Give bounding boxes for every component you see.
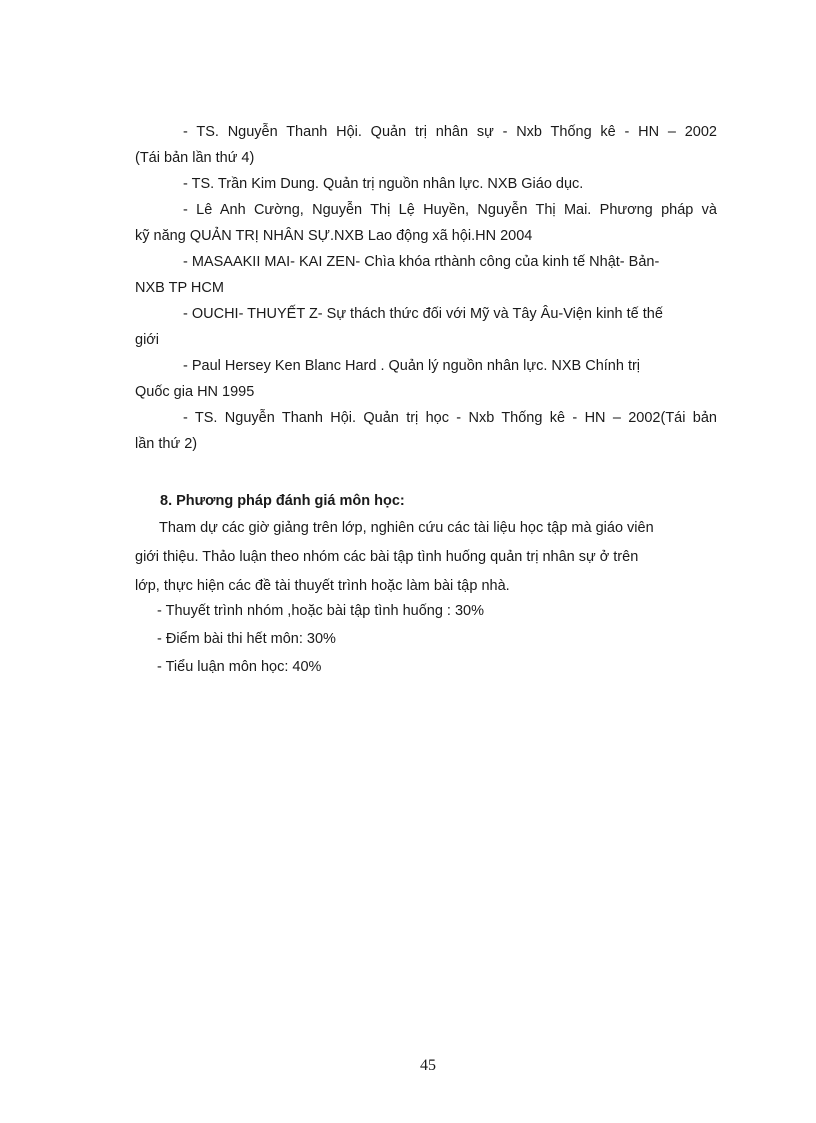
evaluation-item: - Tiểu luận môn học: 40% (157, 659, 322, 675)
paragraph-line: lớp, thực hiện các đề tài thuyết trình hoặc làm bài tập nhà. (135, 578, 510, 594)
reference-text-continued: kỹ năng QUẢN TRỊ NHÂN SỰ.NXB Lao động xã hội.HN 2004 (135, 228, 533, 244)
reference-text: - OUCHI- THUYẾT Z- Sự thách thức đối với Mỹ và Tây Âu-Viện kinh tế thế (183, 306, 663, 322)
reference-text-continued: NXB TP HCM (135, 280, 224, 296)
paragraph-line: Tham dự các giờ giảng trên lớp, nghiên cứu các tài liệu học tập mà giáo viên (159, 520, 654, 536)
reference-text: - Paul Hersey Ken Blanc Hard . Quản lý nguồn nhân lực. NXB Chính trị (183, 358, 641, 374)
evaluation-list (157, 597, 484, 681)
reference-text-continued: Quốc gia HN 1995 (135, 384, 255, 400)
reference-text-continued: (Tái bản lần thứ 4) (135, 150, 255, 166)
paragraph-line: giới thiệu. Thảo luận theo nhóm các bài tập tình huống quản trị nhân sự ở trên (135, 549, 639, 565)
section-paragraph (117, 514, 717, 601)
page-number: 45 (420, 1057, 436, 1074)
reference-text: - TS. Nguyễn Thanh Hội. Quản trị nhân sự - Nxb Thống kê - HN – 2002 (183, 124, 717, 140)
reference-text-continued: lần thứ 2) (135, 436, 198, 452)
reference-text: - TS. Trần Kim Dung. Quản trị nguồn nhân lực. NXB Giáo dục. (183, 176, 584, 192)
reference-text: - MASAAKII MAI- KAI ZEN- Chìa khóa rthành công của kinh tế Nhật- Bản- (183, 254, 660, 270)
reference-item (135, 405, 717, 457)
evaluation-item: - Điểm bài thi hết môn: 30% (157, 631, 336, 647)
section-heading: 8. Phương pháp đánh giá môn học: (160, 493, 405, 509)
reference-item (135, 197, 717, 249)
reference-text: - Lê Anh Cường, Nguyễn Thị Lệ Huyền, Nguyễn Thị Mai. Phương pháp và (183, 202, 717, 218)
reference-item (135, 301, 717, 353)
reference-text: - TS. Nguyễn Thanh Hội. Quản trị học - Nxb Thống kê - HN – 2002(Tái bản (183, 410, 717, 426)
evaluation-item: - Thuyết trình nhóm ,hoặc bài tập tình huống : 30% (157, 603, 485, 619)
reference-text-continued: giới (135, 332, 160, 348)
reference-item (135, 171, 717, 197)
reference-item (135, 249, 717, 301)
reference-item (135, 119, 717, 171)
references-list (135, 119, 717, 457)
reference-item (135, 353, 717, 405)
